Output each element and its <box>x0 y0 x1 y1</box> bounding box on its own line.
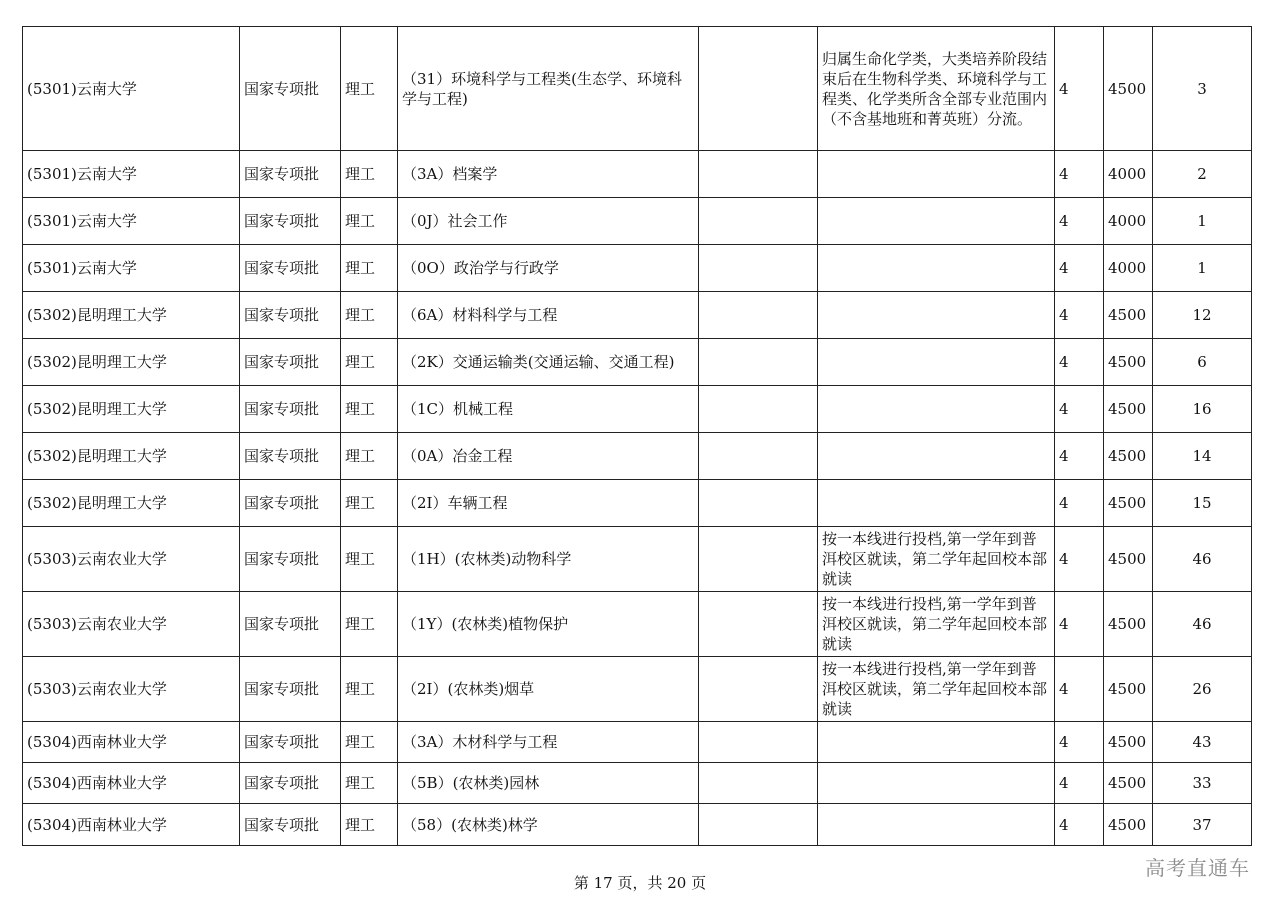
major-cell: （0J）社会工作 <box>398 198 699 245</box>
plan-count-cell: 46 <box>1153 592 1252 657</box>
note-cell: 按一本线进行投档,第一学年到普洱校区就读，第二学年起回校本部就读 <box>818 657 1055 722</box>
major-cell: （3A）档案学 <box>398 151 699 198</box>
batch-cell: 国家专项批 <box>240 527 341 592</box>
major-cell: （2K）交通运输类(交通运输、交通工程) <box>398 339 699 386</box>
subject-cell: 理工 <box>341 433 398 480</box>
table-row <box>23 722 1252 763</box>
note-cell <box>818 763 1055 804</box>
table-row <box>23 292 1252 339</box>
school-cell: (5304)西南林业大学 <box>23 763 240 804</box>
plan-count-cell: 16 <box>1153 386 1252 433</box>
batch-cell: 国家专项批 <box>240 433 341 480</box>
plan-count-cell: 46 <box>1153 527 1252 592</box>
blank-cell <box>699 804 818 846</box>
school-cell: (5302)昆明理工大学 <box>23 339 240 386</box>
batch-cell: 国家专项批 <box>240 722 341 763</box>
note-cell: 归属生命化学类，大类培养阶段结束后在生物科学类、环境科学与工程类、化学类所含全部专业范围内（不含基地班和菁英班）分流。 <box>818 27 1055 151</box>
note-cell <box>818 804 1055 846</box>
subject-cell: 理工 <box>341 527 398 592</box>
subject-cell: 理工 <box>341 722 398 763</box>
subject-cell: 理工 <box>341 27 398 151</box>
batch-cell: 国家专项批 <box>240 151 341 198</box>
table-row <box>23 763 1252 804</box>
fee-cell: 4500 <box>1104 592 1153 657</box>
years-cell: 4 <box>1055 386 1104 433</box>
note-cell <box>818 292 1055 339</box>
major-cell: （1Y）(农林类)植物保护 <box>398 592 699 657</box>
school-cell: (5302)昆明理工大学 <box>23 292 240 339</box>
major-cell: （58）(农林类)林学 <box>398 804 699 846</box>
subject-cell: 理工 <box>341 292 398 339</box>
major-cell: （3A）木材科学与工程 <box>398 722 699 763</box>
fee-cell: 4500 <box>1104 339 1153 386</box>
table-row <box>23 386 1252 433</box>
note-cell <box>818 480 1055 527</box>
fee-cell: 4000 <box>1104 245 1153 292</box>
admissions-table <box>22 26 1252 846</box>
plan-count-cell: 15 <box>1153 480 1252 527</box>
years-cell: 4 <box>1055 27 1104 151</box>
years-cell: 4 <box>1055 198 1104 245</box>
school-cell: (5301)云南大学 <box>23 245 240 292</box>
school-cell: (5304)西南林业大学 <box>23 722 240 763</box>
batch-cell: 国家专项批 <box>240 592 341 657</box>
school-cell: (5304)西南林业大学 <box>23 804 240 846</box>
subject-cell: 理工 <box>341 245 398 292</box>
fee-cell: 4500 <box>1104 722 1153 763</box>
table-row <box>23 657 1252 722</box>
subject-cell: 理工 <box>341 386 398 433</box>
major-cell: （0O）政治学与行政学 <box>398 245 699 292</box>
batch-cell: 国家专项批 <box>240 292 341 339</box>
subject-cell: 理工 <box>341 480 398 527</box>
subject-cell: 理工 <box>341 592 398 657</box>
school-cell: (5303)云南农业大学 <box>23 592 240 657</box>
blank-cell <box>699 292 818 339</box>
subject-cell: 理工 <box>341 198 398 245</box>
fee-cell: 4500 <box>1104 480 1153 527</box>
batch-cell: 国家专项批 <box>240 198 341 245</box>
major-cell: （6A）材料科学与工程 <box>398 292 699 339</box>
blank-cell <box>699 527 818 592</box>
batch-cell: 国家专项批 <box>240 480 341 527</box>
subject-cell: 理工 <box>341 804 398 846</box>
major-cell: （31）环境科学与工程类(生态学、环境科学与工程) <box>398 27 699 151</box>
subject-cell: 理工 <box>341 657 398 722</box>
note-cell <box>818 339 1055 386</box>
years-cell: 4 <box>1055 804 1104 846</box>
years-cell: 4 <box>1055 292 1104 339</box>
batch-cell: 国家专项批 <box>240 27 341 151</box>
major-cell: （0A）冶金工程 <box>398 433 699 480</box>
table-row <box>23 198 1252 245</box>
table-row <box>23 433 1252 480</box>
table-row <box>23 592 1252 657</box>
major-cell: （2I）车辆工程 <box>398 480 699 527</box>
major-cell: （1C）机械工程 <box>398 386 699 433</box>
blank-cell <box>699 27 818 151</box>
batch-cell: 国家专项批 <box>240 804 341 846</box>
fee-cell: 4500 <box>1104 804 1153 846</box>
table-row <box>23 27 1252 151</box>
table-row <box>23 245 1252 292</box>
blank-cell <box>699 386 818 433</box>
fee-cell: 4500 <box>1104 657 1153 722</box>
table-row <box>23 527 1252 592</box>
school-cell: (5302)昆明理工大学 <box>23 480 240 527</box>
blank-cell <box>699 480 818 527</box>
blank-cell <box>699 245 818 292</box>
blank-cell <box>699 339 818 386</box>
batch-cell: 国家专项批 <box>240 386 341 433</box>
blank-cell <box>699 722 818 763</box>
batch-cell: 国家专项批 <box>240 339 341 386</box>
fee-cell: 4500 <box>1104 27 1153 151</box>
table-body <box>23 27 1252 846</box>
plan-count-cell: 2 <box>1153 151 1252 198</box>
fee-cell: 4500 <box>1104 292 1153 339</box>
plan-count-cell: 1 <box>1153 245 1252 292</box>
major-cell: （2I）(农林类)烟草 <box>398 657 699 722</box>
batch-cell: 国家专项批 <box>240 763 341 804</box>
batch-cell: 国家专项批 <box>240 657 341 722</box>
fee-cell: 4500 <box>1104 527 1153 592</box>
years-cell: 4 <box>1055 480 1104 527</box>
school-cell: (5303)云南农业大学 <box>23 657 240 722</box>
watermark-logo: 高考直通车 <box>1145 856 1250 880</box>
blank-cell <box>699 198 818 245</box>
table-row <box>23 804 1252 846</box>
table-row <box>23 480 1252 527</box>
note-cell <box>818 151 1055 198</box>
subject-cell: 理工 <box>341 339 398 386</box>
years-cell: 4 <box>1055 433 1104 480</box>
years-cell: 4 <box>1055 151 1104 198</box>
blank-cell <box>699 151 818 198</box>
years-cell: 4 <box>1055 722 1104 763</box>
note-cell: 按一本线进行投档,第一学年到普洱校区就读，第二学年起回校本部就读 <box>818 592 1055 657</box>
plan-count-cell: 43 <box>1153 722 1252 763</box>
blank-cell <box>699 657 818 722</box>
plan-count-cell: 1 <box>1153 198 1252 245</box>
years-cell: 4 <box>1055 339 1104 386</box>
plan-count-cell: 6 <box>1153 339 1252 386</box>
plan-count-cell: 26 <box>1153 657 1252 722</box>
plan-count-cell: 37 <box>1153 804 1252 846</box>
page-footer: 第 17 页，共 20 页 <box>573 874 707 892</box>
plan-count-cell: 3 <box>1153 27 1252 151</box>
fee-cell: 4500 <box>1104 763 1153 804</box>
fee-cell: 4500 <box>1104 433 1153 480</box>
table-row <box>23 151 1252 198</box>
years-cell: 4 <box>1055 592 1104 657</box>
years-cell: 4 <box>1055 527 1104 592</box>
note-cell <box>818 386 1055 433</box>
plan-count-cell: 33 <box>1153 763 1252 804</box>
note-cell <box>818 722 1055 763</box>
table-row <box>23 339 1252 386</box>
years-cell: 4 <box>1055 763 1104 804</box>
fee-cell: 4500 <box>1104 386 1153 433</box>
years-cell: 4 <box>1055 245 1104 292</box>
subject-cell: 理工 <box>341 151 398 198</box>
plan-count-cell: 12 <box>1153 292 1252 339</box>
plan-count-cell: 14 <box>1153 433 1252 480</box>
blank-cell <box>699 433 818 480</box>
major-cell: （5B）(农林类)园林 <box>398 763 699 804</box>
subject-cell: 理工 <box>341 763 398 804</box>
batch-cell: 国家专项批 <box>240 245 341 292</box>
years-cell: 4 <box>1055 657 1104 722</box>
school-cell: (5301)云南大学 <box>23 198 240 245</box>
school-cell: (5302)昆明理工大学 <box>23 386 240 433</box>
major-cell: （1H）(农林类)动物科学 <box>398 527 699 592</box>
fee-cell: 4000 <box>1104 151 1153 198</box>
note-cell <box>818 198 1055 245</box>
blank-cell <box>699 592 818 657</box>
blank-cell <box>699 763 818 804</box>
school-cell: (5303)云南农业大学 <box>23 527 240 592</box>
school-cell: (5302)昆明理工大学 <box>23 433 240 480</box>
note-cell: 按一本线进行投档,第一学年到普洱校区就读，第二学年起回校本部就读 <box>818 527 1055 592</box>
note-cell <box>818 245 1055 292</box>
school-cell: (5301)云南大学 <box>23 27 240 151</box>
note-cell <box>818 433 1055 480</box>
fee-cell: 4000 <box>1104 198 1153 245</box>
school-cell: (5301)云南大学 <box>23 151 240 198</box>
